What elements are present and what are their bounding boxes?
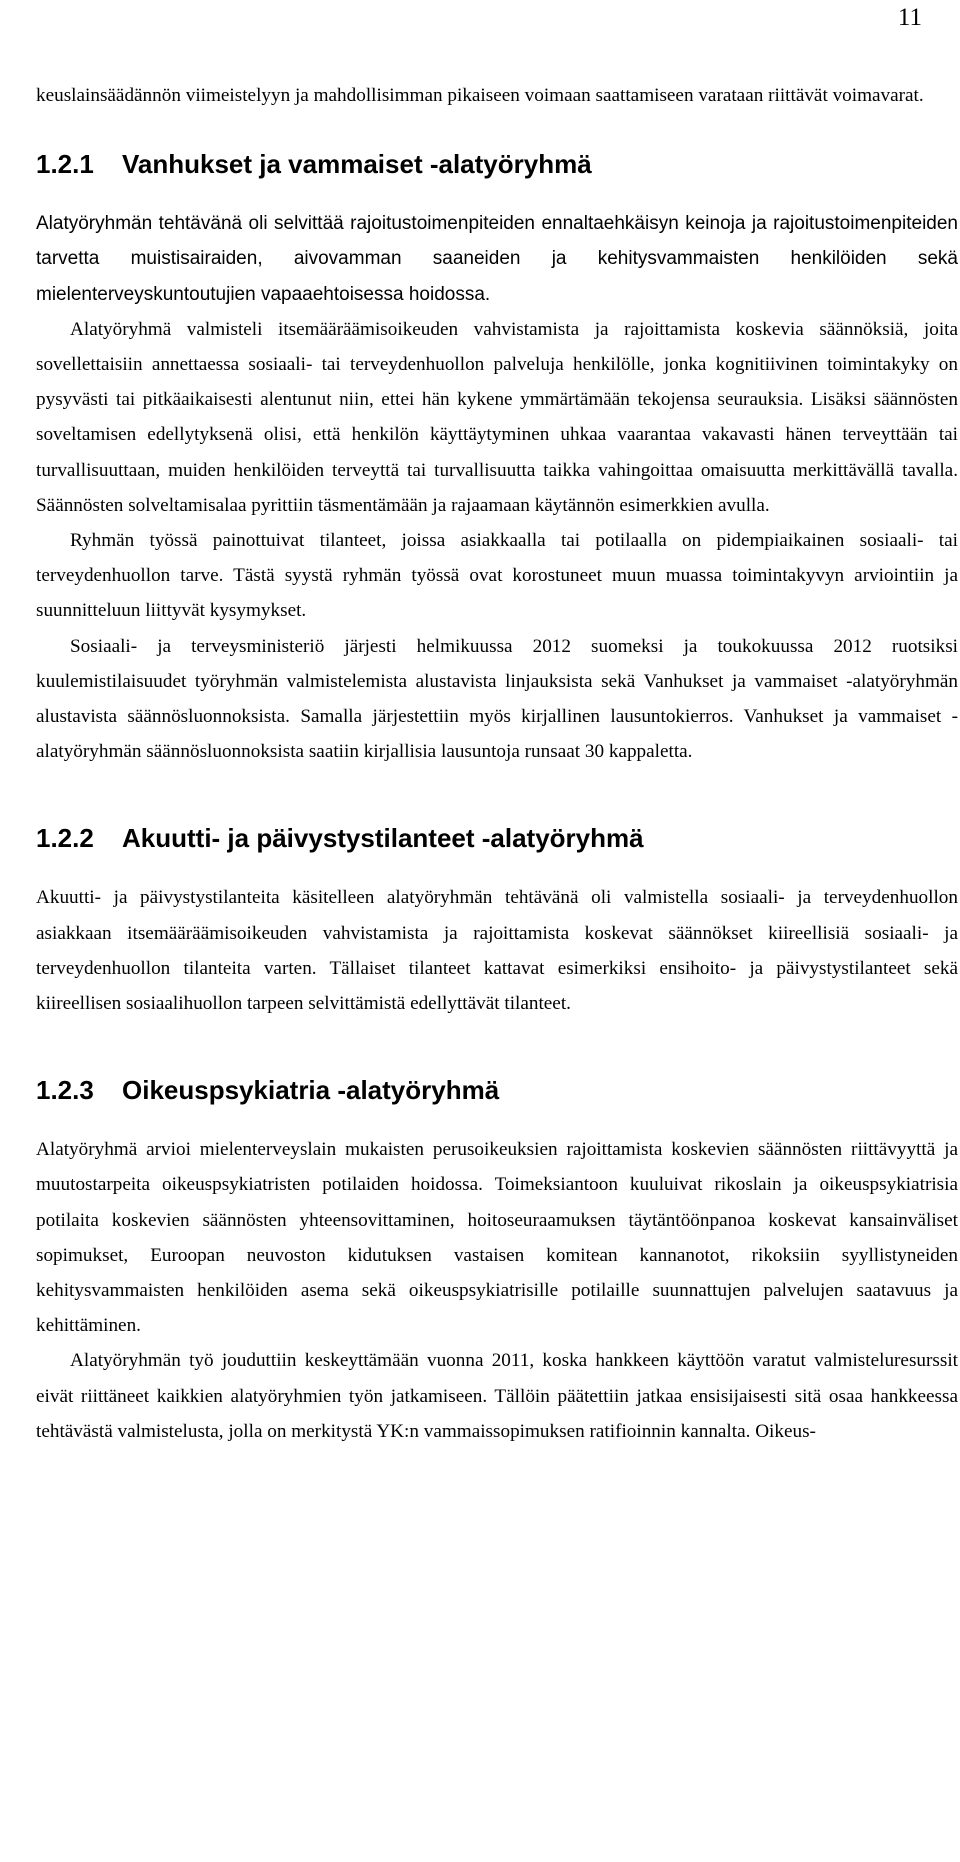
section-3-paragraph-2: Alatyöryhmän työ jouduttiin keskeyttämään vuonna 2011, koska hankkeen käyttöön varatut valmisteluresurssit eivät riittäneet kaikkien alatyöryhmien työn jatkamiseen. Tällöin päätettiin jatkaa ensisijaisesti sitä osaa hankkeessa tehtävästä valmistelusta, jolla on merkitystä YK:n vammaissopimuksen ratifioinnin kannalta. Oikeus-	[36, 1350, 958, 1442]
section-title: Oikeuspsykiatria -alatyöryhmä	[122, 1075, 500, 1106]
document-body	[36, 78, 958, 1449]
section-2-paragraph-1: Akuutti- ja päivystystilanteita käsitelleen alatyöryhmän tehtävänä oli valmistella sosiaali- ja terveydenhuollon asiakkaan itsemääräämisoikeuden vahvistamista ja rajoittamista koskevat säännökset kiireellisiä sosiaali- ja terveydenhuollon tilanteita varten. Tällaiset tilanteet kattavat esimerkiksi ensihoito- ja päivystystilanteet sekä kiireellisen sosiaalihuollon tarpeen selvittämistä edellyttävät tilanteet.	[36, 887, 958, 1015]
section-1-paragraph-1: Alatyöryhmän tehtävänä oli selvittää rajoitustoimenpiteiden ennaltaehkäisyn keinoja ja rajoitustoimenpiteiden tarvetta muistisairaiden, aivovamman saaneiden ja kehitysvammaisten henkilöiden sekä mielenterveyskuntoutujien vapaaehtoisessa hoidossa.	[36, 213, 958, 305]
section-1-paragraph-2: Alatyöryhmä valmisteli itsemääräämisoikeuden vahvistamista ja rajoittamista koskevia säännöksiä, joita sovellettaisiin annettaessa sosiaali- tai terveydenhuollon palveluja henkilölle, jonka kognitiivinen toimintakyky on pysyvästi tai pitkäaikaisesti alentunut niin, ettei hän kykene ymmärtämään tekojensa seurauksia. Lisäksi säännösten soveltamisen edellytyksenä olisi, että henkilön käyttäytyminen uhkaa vaarantaa vakavasti hänen terveyttään tai turvallisuuttaan, muiden henkilöiden terveyttä tai turvallisuutta taikka vahingoittaa omaisuutta merkittävällä tavalla. Säännösten solveltamisalaa pyrittiin täsmentämään ja rajaamaan käytännön esimerkkien avulla.	[36, 318, 958, 516]
section-title: Vanhukset ja vammaiset -alatyöryhmä	[122, 149, 592, 180]
intro-paragraph: keuslainsäädännön viimeistelyyn ja mahdollisimman pikaiseen voimaan saattamiseen varataan riittävät voimavarat.	[36, 85, 924, 106]
section-heading-1-2-1	[36, 149, 958, 180]
section-number: 1.2.2	[36, 823, 94, 854]
section-1-paragraph-3: Ryhmän työssä painottuivat tilanteet, joissa asiakkaalla tai potilaalla on pidempiaikainen sosiaali- tai terveydenhuollon tarve. Tästä syystä ryhmän työssä ovat korostuneet muun muassa toimintakyvyn arviointiin ja suunnitteluun liittyvät kysymykset.	[36, 530, 958, 622]
section-number: 1.2.3	[36, 1075, 94, 1106]
section-heading-1-2-3	[36, 1075, 958, 1106]
section-number: 1.2.1	[36, 149, 94, 180]
section-heading-1-2-2	[36, 823, 958, 854]
section-1-paragraph-4: Sosiaali- ja terveysministeriö järjesti helmikuussa 2012 suomeksi ja toukokuussa 2012 ruotsiksi kuulemistilaisuudet työryhmän valmistelemista alustavista linjauksista sekä Vanhukset ja vammaiset -alatyöryhmän alustavista säännösluonnoksista. Samalla järjestettiin myös kirjallinen lausuntokierros. Vanhukset ja vammaiset - alatyöryhmän säännösluonnoksista saatiin kirjallisia lausuntoja runsaat 30 kappaletta.	[36, 635, 958, 763]
page-number: 11	[897, 4, 922, 31]
section-3-paragraph-1: Alatyöryhmä arvioi mielenterveyslain mukaisten perusoikeuksien rajoittamista koskevien säännösten riittävyyttä ja muutostarpeita oikeuspsykiatristen potilaiden hoidossa. Toimeksiantoon kuuluivat rikoslain ja oikeuspsykiatrisia potilaita koskevien säännösten yhteensovittaminen, hoitoseuraamuksen täytäntöönpanoa koskevat kansainväliset sopimukset, Euroopan neuvoston kidutuksen vastaisen komitean kannanotot, rikoksiin syyllistyneiden kehitysvammaisten henkilöiden asema sekä oikeuspsykiatrisille potilaille suunnattujen palvelujen saatavuus ja kehittäminen.	[36, 1139, 958, 1337]
section-title: Akuutti- ja päivystystilanteet -alatyöryhmä	[122, 823, 644, 854]
